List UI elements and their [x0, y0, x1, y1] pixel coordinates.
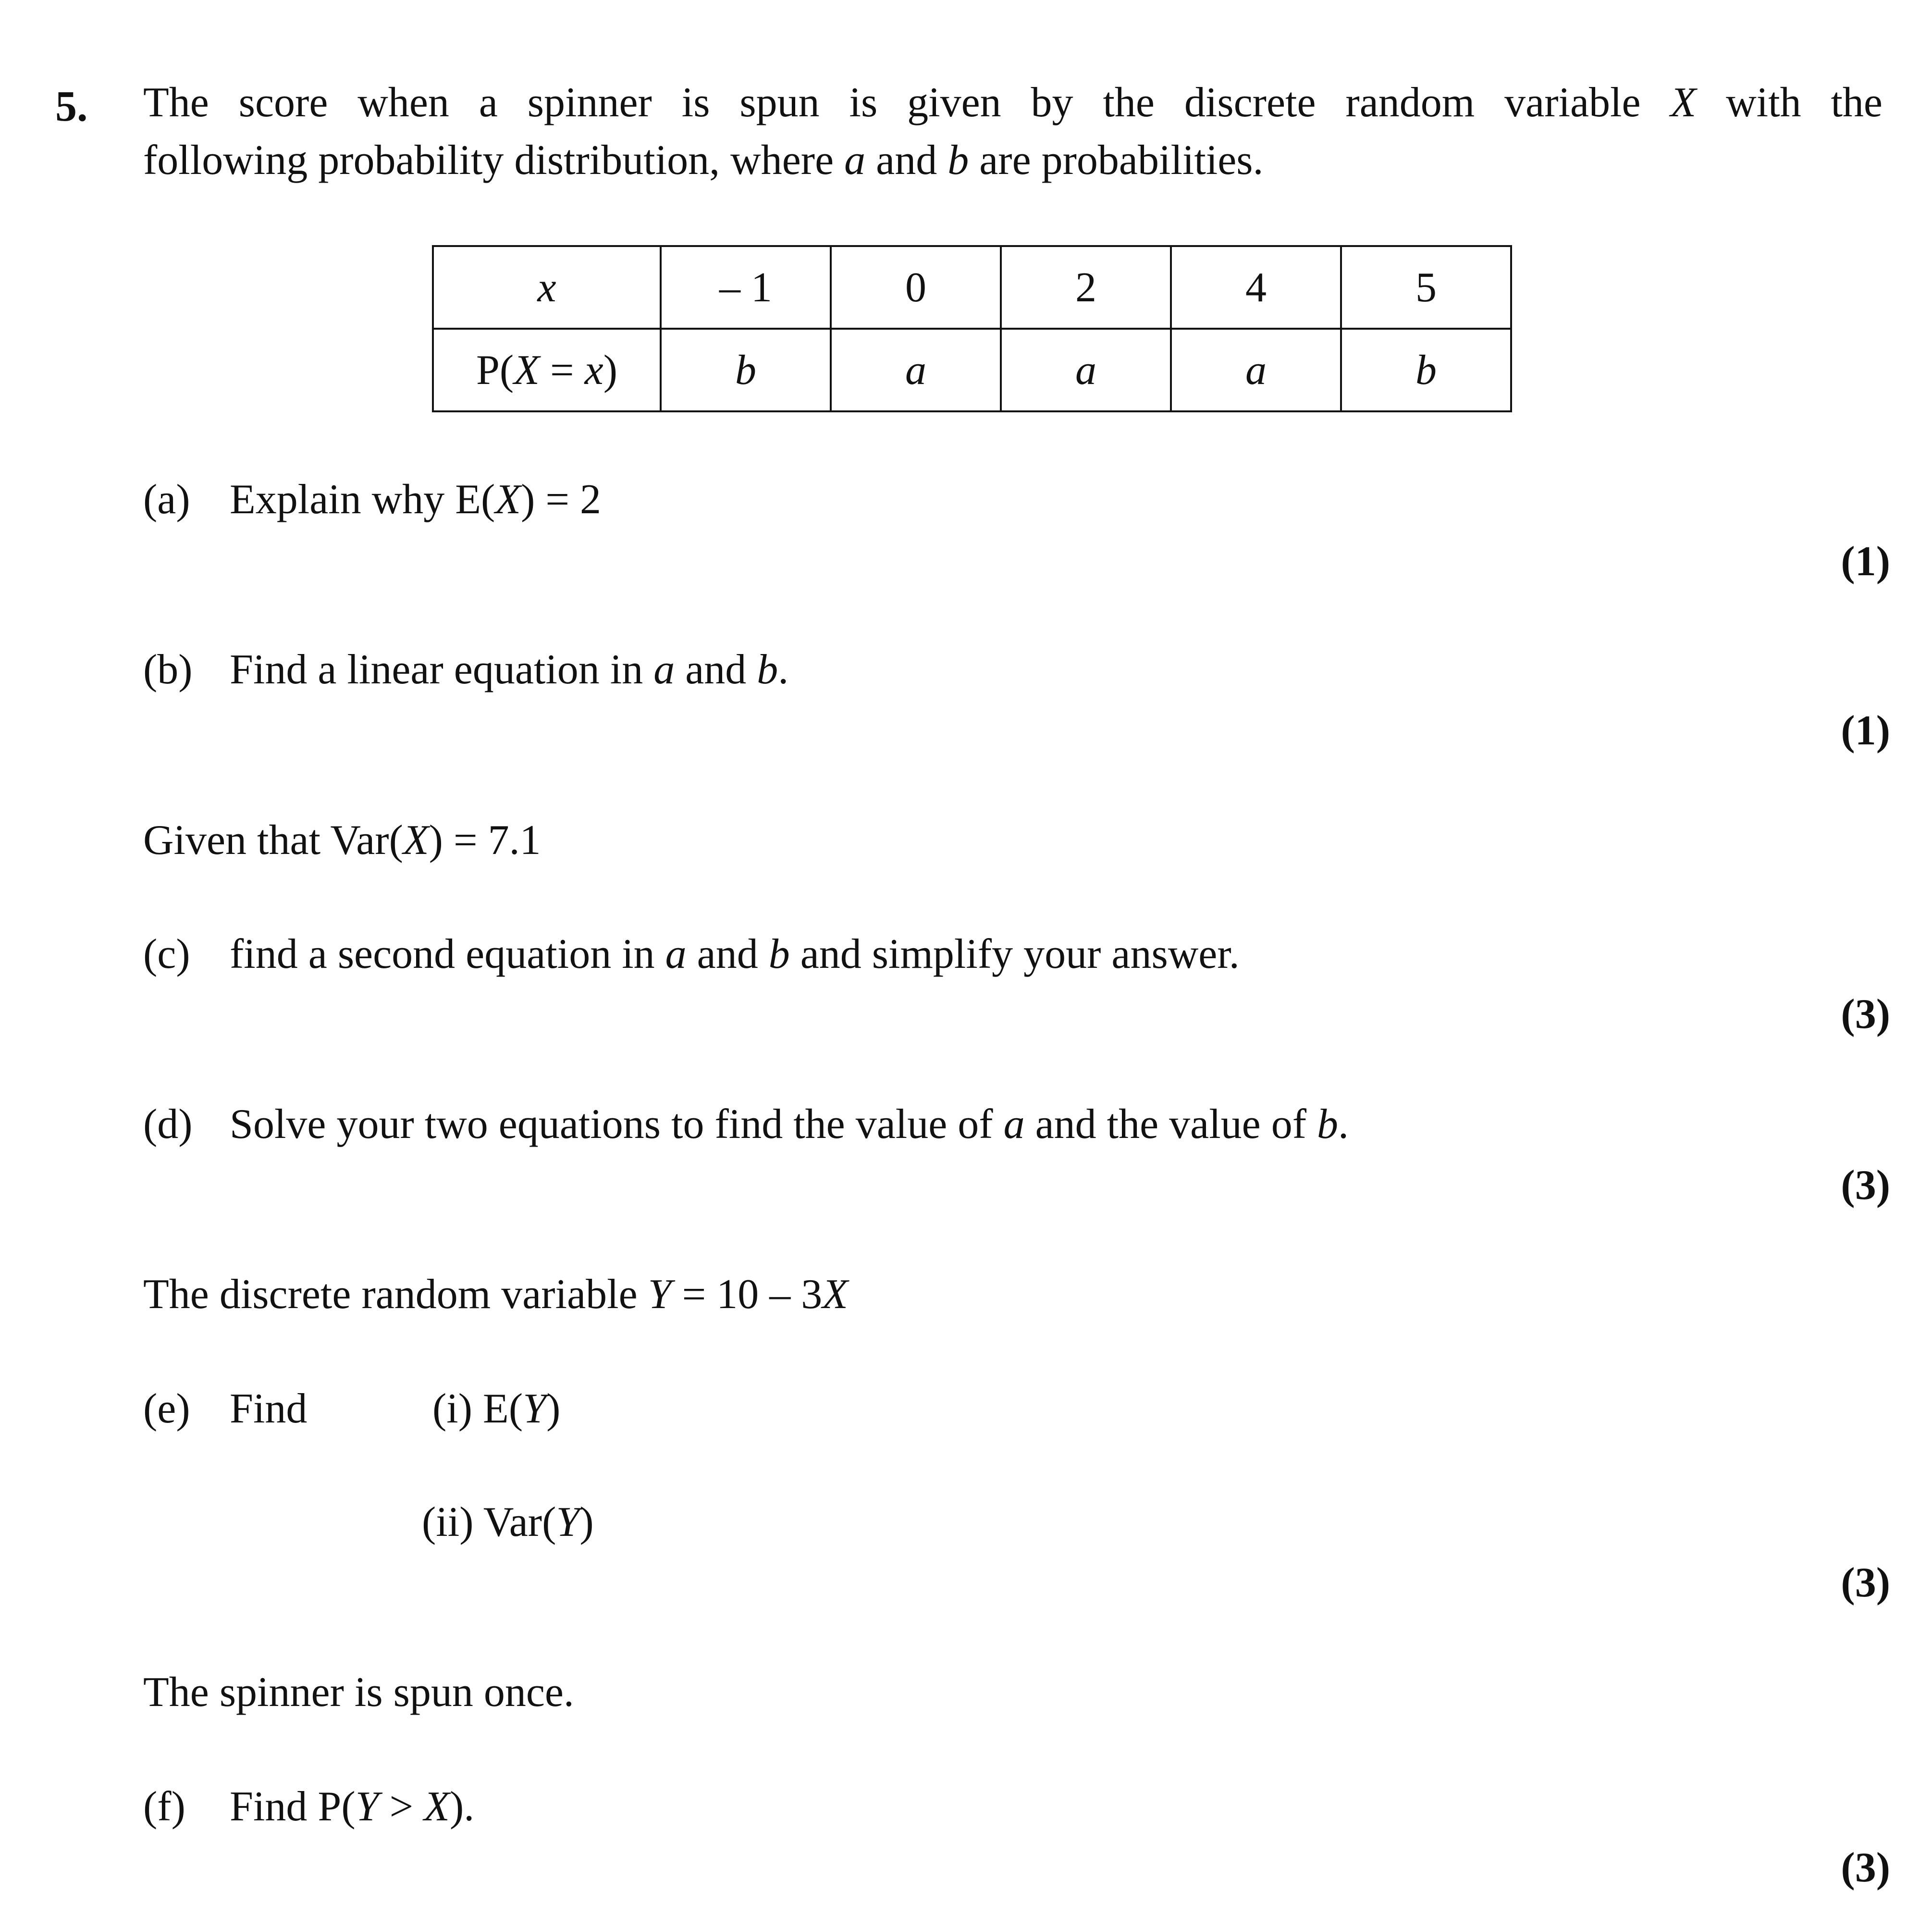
table-cell: a — [1171, 329, 1341, 411]
part-a-marks: (1) — [1841, 538, 1890, 585]
table-cell: b — [661, 329, 831, 411]
part-b-marks: (1) — [1841, 707, 1890, 754]
table-cell: – 1 — [661, 246, 831, 329]
part-d-marks: (3) — [1841, 1162, 1890, 1209]
question-intro-line-2: following probability distribution, where a and b are probabilities. — [143, 137, 1264, 184]
table-cell: a — [831, 329, 1001, 411]
part-a-label: (a) — [143, 476, 190, 523]
spinner-spun-once: The spinner is spun once. — [143, 1669, 574, 1716]
table-cell: 2 — [1001, 246, 1171, 329]
part-d-text: Solve your two equations to find the value of a and the value of b. — [230, 1101, 1349, 1148]
part-d-label: (d) — [143, 1101, 193, 1148]
part-e-label: (e) — [143, 1385, 190, 1432]
table-row-x — [433, 246, 1511, 329]
part-a-text: Explain why E(X) = 2 — [230, 476, 602, 523]
table-cell: b — [1341, 329, 1511, 411]
table-cell: x — [433, 246, 661, 329]
table-row-probability — [433, 329, 1511, 411]
table-cell: 0 — [831, 246, 1001, 329]
part-e-i-text: (i) E(Y) — [432, 1385, 561, 1432]
part-e-ii-text: (ii) Var(Y) — [422, 1499, 594, 1545]
table-cell: 4 — [1171, 246, 1341, 329]
part-e-find: Find — [230, 1385, 308, 1432]
part-b-text: Find a linear equation in a and b. — [230, 646, 789, 693]
part-c-marks: (3) — [1841, 991, 1890, 1038]
part-f-text: Find P(Y > X). — [230, 1783, 475, 1830]
table-cell: P(X = x) — [433, 329, 661, 411]
probability-distribution-table — [432, 245, 1512, 412]
part-e-marks: (3) — [1841, 1559, 1890, 1606]
table-cell: 5 — [1341, 246, 1511, 329]
part-c-text: find a second equation in a and b and simplify your answer. — [230, 931, 1240, 977]
part-f-label: (f) — [143, 1783, 185, 1830]
question-intro-line-1: The score when a spinner is spun is given by the discrete random variable X with the — [143, 79, 1883, 126]
given-statement: Given that Var(X) = 7.1 — [143, 817, 541, 864]
part-f-marks: (3) — [1841, 1844, 1890, 1891]
part-b-label: (b) — [143, 646, 193, 693]
part-c-label: (c) — [143, 931, 190, 977]
y-definition: The discrete random variable Y = 10 – 3X — [143, 1271, 848, 1318]
question-number: 5. — [55, 83, 88, 130]
table-cell: a — [1001, 329, 1171, 411]
